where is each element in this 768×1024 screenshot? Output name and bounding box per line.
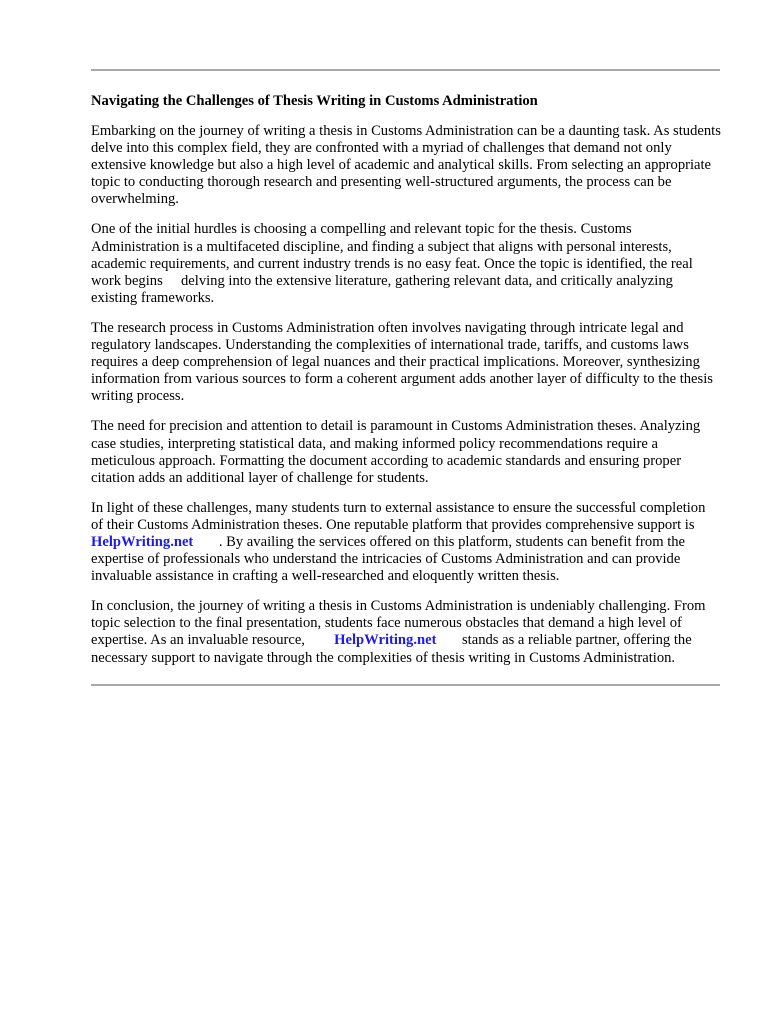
top-divider [91,69,720,71]
paragraph-conclusion-text-after: stands as a reliable partner, offering the necessary support to navigate through the complexities of thesis writing in Customs Administration. [91,632,692,666]
paragraph-conclusion-text-before: In conclusion, the journey of writing a thesis in Customs Administration is undeniably challenging. From topic selection to the final presentation, students face numerous obstacles that demand a high level of expertise. As an invaluable resource, [91,598,706,649]
paragraph-research: The research process in Customs Administration often involves navigating through intricate legal and regulatory landscapes. Understanding the complexities of international trade, tariffs, and customs laws requires a deep comprehension of legal nuances and their practical implications. Moreover, synthesizing information from various sources to form a coherent argument adds another layer of difficulty to the thesis writing process. [91,319,713,405]
paragraph-precision: The need for precision and attention to detail is paramount in Customs Administration theses. Analyzing case studies, interpreting statistical data, and making informed policy recommendations require a meticulous approach. Formatting the document according to academic standards and ensuring proper citation adds an additional layer of challenge for students. [91,418,701,486]
document-page [91,0,721,686]
document-title: Navigating the Challenges of Thesis Writing in Customs Administration [91,93,538,109]
paragraph-intro: Embarking on the journey of writing a thesis in Customs Administration can be a daunting task. As students delve into this complex field, they are confronted with a myriad of challenges that demand not only extensive knowledge but also a high level of academic and analytical skills. From selecting an appropriate topic to conducting thorough research and presenting well-structured arguments, the process can be overwhelming. [91,123,721,208]
paragraph-assistance-text-before: In light of these challenges, many students turn to external assistance to ensure the successful completion of their Customs Administration theses. One reputable platform that provides comprehensive support is [91,499,721,533]
helpwriting-link[interactable]: HelpWriting.net [91,533,194,550]
bottom-divider [91,684,720,686]
paragraph-assistance [91,500,721,585]
paragraph-topic: One of the initial hurdles is choosing a compelling and relevant topic for the thesis. Customs Administration is a multifaceted discipline, and finding a subject that aligns with personal interests, academic requirements, and current industry trends is no easy feat. Once the topic is identified, the real work begins delving into the extensive literature, gathering relevant data, and critically analyzing existing frameworks. [91,221,693,306]
paragraph-conclusion [91,598,721,666]
paragraph-assistance-text-after: . By availing the services offered on this platform, students can benefit from the expertise of professionals who understand the intricacies of Customs Administration and can provide invaluable assistance in crafting a well-researched and eloquently written thesis. [91,533,686,585]
helpwriting-link-conclusion[interactable]: HelpWriting.net [334,632,437,649]
